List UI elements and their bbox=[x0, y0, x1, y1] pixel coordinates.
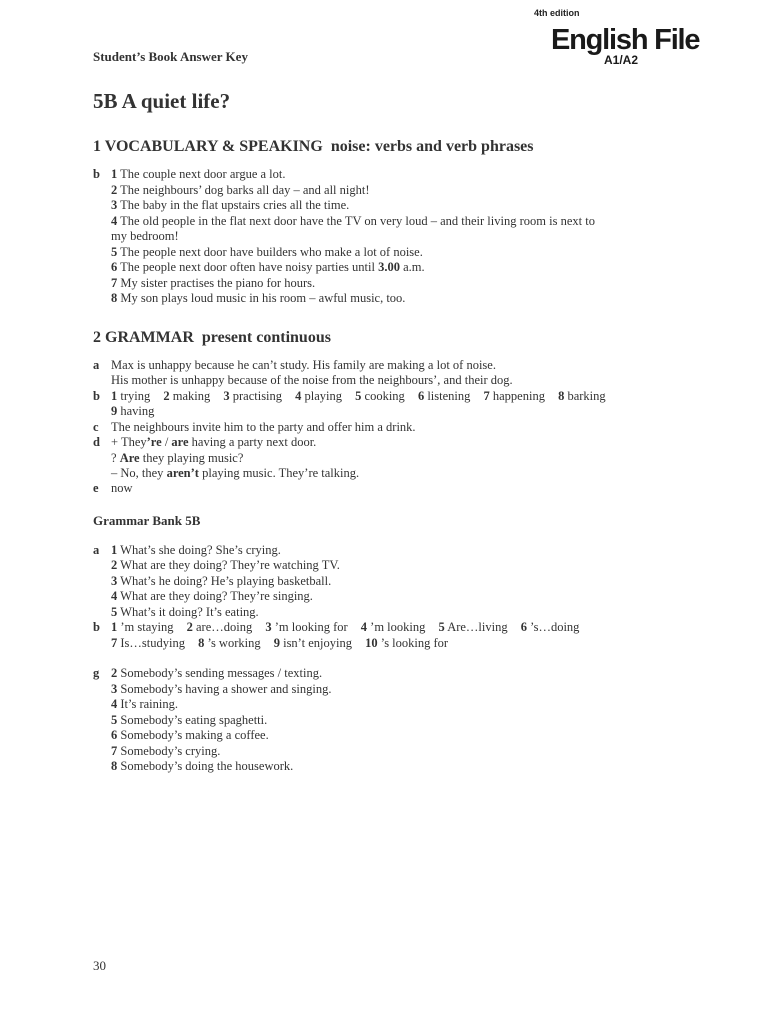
grammar-bank-heading: Grammar Bank 5B bbox=[93, 513, 201, 528]
item-number: 2 bbox=[111, 183, 118, 197]
section1-heading bbox=[93, 138, 534, 156]
item-number: 3 bbox=[111, 682, 118, 696]
item-text: What’s it doing? It’s eating. bbox=[120, 605, 259, 619]
item-text: ’m looking for bbox=[274, 620, 348, 634]
exercise-letter: g bbox=[93, 666, 100, 680]
item-text: Are…living bbox=[447, 620, 508, 634]
item-text: practising bbox=[232, 389, 283, 403]
item-text: What are they doing? They’re watching TV. bbox=[120, 558, 340, 572]
item-text: The people next door have builders who make a lot of noise. bbox=[120, 245, 423, 259]
bold-text: are bbox=[171, 435, 189, 449]
item-bold-time: 3.00 bbox=[378, 260, 400, 274]
item-number: 3 bbox=[111, 198, 118, 212]
item-text: My sister practises the piano for hours. bbox=[120, 276, 316, 290]
item-number: 6 bbox=[417, 389, 425, 403]
english-file-logo: English File bbox=[551, 24, 700, 56]
item-number: 5 bbox=[111, 245, 118, 259]
item-text: Somebody’s sending messages / texting. bbox=[120, 666, 323, 680]
item-number: 1 bbox=[111, 389, 118, 403]
item-number: 4 bbox=[111, 697, 118, 711]
item-text: What’s she doing? She’s crying. bbox=[120, 543, 281, 557]
text: – No, they bbox=[111, 466, 164, 480]
exercise-letter: b bbox=[93, 620, 100, 634]
section1-title: 1 VOCABULARY & SPEAKING bbox=[93, 138, 323, 155]
item-number: 7 bbox=[111, 744, 118, 758]
item-text: The people next door often have noisy parties until bbox=[120, 260, 375, 274]
answer-text: The neighbours invite him to the party and offer him a drink. bbox=[111, 420, 416, 434]
answer-text: His mother is unhappy because of the noise from the neighbours’, and their dog. bbox=[111, 373, 513, 387]
exercise-letter: b bbox=[93, 167, 100, 181]
text: / bbox=[164, 435, 169, 449]
item-number: 5 bbox=[111, 605, 118, 619]
exercise-letter: e bbox=[93, 481, 99, 495]
item-text: are…doing bbox=[196, 620, 253, 634]
text: they playing music? bbox=[142, 451, 244, 465]
item-text: Somebody’s making a coffee. bbox=[120, 728, 269, 742]
item-number: 1 bbox=[111, 620, 118, 634]
item-number: 4 bbox=[111, 214, 118, 228]
item-text: It’s raining. bbox=[120, 697, 179, 711]
item-number: 4 bbox=[360, 620, 368, 634]
item-number: 4 bbox=[111, 589, 118, 603]
item-number: 6 bbox=[111, 260, 118, 274]
item-text: making bbox=[172, 389, 211, 403]
item-number: 2 bbox=[111, 666, 118, 680]
item-number: 2 bbox=[186, 620, 193, 634]
bold-text: aren’t bbox=[166, 466, 199, 480]
item-text: The old people in the flat next door have the TV on very loud – and their living room is next to bbox=[120, 214, 595, 228]
item-text: What are they doing? They’re singing. bbox=[120, 589, 313, 603]
text: playing music. They’re talking. bbox=[202, 466, 360, 480]
item-number: 5 bbox=[438, 620, 445, 634]
item-number: 9 bbox=[273, 636, 280, 650]
text: ? bbox=[111, 451, 117, 465]
item-number: 2 bbox=[163, 389, 170, 403]
item-number: 8 bbox=[198, 636, 205, 650]
answer-text: Max is unhappy because he can’t study. His family are making a lot of noise. bbox=[111, 358, 496, 372]
item-text: Somebody’s crying. bbox=[120, 744, 221, 758]
item-text: Is…studying bbox=[120, 636, 185, 650]
item-text: trying bbox=[120, 389, 151, 403]
item-text: having bbox=[120, 404, 155, 418]
exercise-letter: b bbox=[93, 389, 100, 403]
text: + They bbox=[111, 435, 147, 449]
item-number: 10 bbox=[365, 636, 378, 650]
item-number: 1 bbox=[111, 167, 118, 181]
item-number: 1 bbox=[111, 543, 118, 557]
item-number: 5 bbox=[355, 389, 362, 403]
item-text: The baby in the flat upstairs cries all the time. bbox=[120, 198, 350, 212]
exercise-letter: a bbox=[93, 358, 100, 372]
section2-heading bbox=[93, 329, 331, 347]
item-text: barking bbox=[567, 389, 606, 403]
item-text: My son plays loud music in his room – awful music, too. bbox=[120, 291, 406, 305]
item-text: ’m looking bbox=[370, 620, 426, 634]
item-number: 7 bbox=[111, 636, 118, 650]
edition-label: 4th edition bbox=[534, 8, 580, 18]
item-number: 7 bbox=[483, 389, 490, 403]
item-text: Somebody’s eating spaghetti. bbox=[120, 713, 268, 727]
item-text: Somebody’s doing the housework. bbox=[120, 759, 294, 773]
item-text: playing bbox=[304, 389, 343, 403]
item-text: my bedroom! bbox=[111, 229, 179, 243]
item-number: 6 bbox=[520, 620, 527, 634]
item-text: The couple next door argue a lot. bbox=[120, 167, 286, 181]
item-text: ’s…doing bbox=[530, 620, 580, 634]
exercise-letter: d bbox=[93, 435, 100, 449]
item-text: Somebody’s having a shower and singing. bbox=[120, 682, 332, 696]
item-number: 3 bbox=[111, 574, 118, 588]
level-label: A1/A2 bbox=[604, 53, 639, 67]
item-text: cooking bbox=[364, 389, 405, 403]
item-number: 8 bbox=[558, 389, 565, 403]
item-number: 5 bbox=[111, 713, 118, 727]
exercise-letter: c bbox=[93, 420, 99, 434]
section1-subtitle: noise: verbs and verb phrases bbox=[330, 138, 534, 155]
item-number: 8 bbox=[111, 759, 118, 773]
item-text: What’s he doing? He’s playing basketball. bbox=[120, 574, 332, 588]
section2-subtitle: present continuous bbox=[201, 329, 331, 346]
section2-title: 2 GRAMMAR bbox=[93, 329, 194, 346]
page-number: 30 bbox=[93, 958, 106, 973]
item-number: 3 bbox=[223, 389, 230, 403]
item-number: 4 bbox=[295, 389, 302, 403]
book-label: Student’s Book Answer Key bbox=[93, 49, 248, 64]
page-title: 5B A quiet life? bbox=[93, 89, 231, 113]
item-text: ’s looking for bbox=[380, 636, 449, 650]
item-text: isn’t enjoying bbox=[283, 636, 352, 650]
item-number: 8 bbox=[111, 291, 118, 305]
bold-text: Are bbox=[119, 451, 140, 465]
item-text: The neighbours’ dog barks all day – and all night! bbox=[120, 183, 370, 197]
item-text: listening bbox=[427, 389, 471, 403]
item-number: 2 bbox=[111, 558, 118, 572]
answer-text: now bbox=[111, 481, 133, 495]
bold-text: ’re bbox=[146, 435, 162, 449]
item-number: 6 bbox=[111, 728, 118, 742]
item-text: happening bbox=[492, 389, 545, 403]
item-number: 3 bbox=[265, 620, 272, 634]
item-text: ’s working bbox=[207, 636, 261, 650]
item-text: ’m staying bbox=[120, 620, 174, 634]
exercise-letter: a bbox=[93, 543, 100, 557]
item-number: 9 bbox=[111, 404, 118, 418]
text: having a party next door. bbox=[191, 435, 317, 449]
item-number: 7 bbox=[111, 276, 118, 290]
item-text-after: a.m. bbox=[403, 260, 425, 274]
